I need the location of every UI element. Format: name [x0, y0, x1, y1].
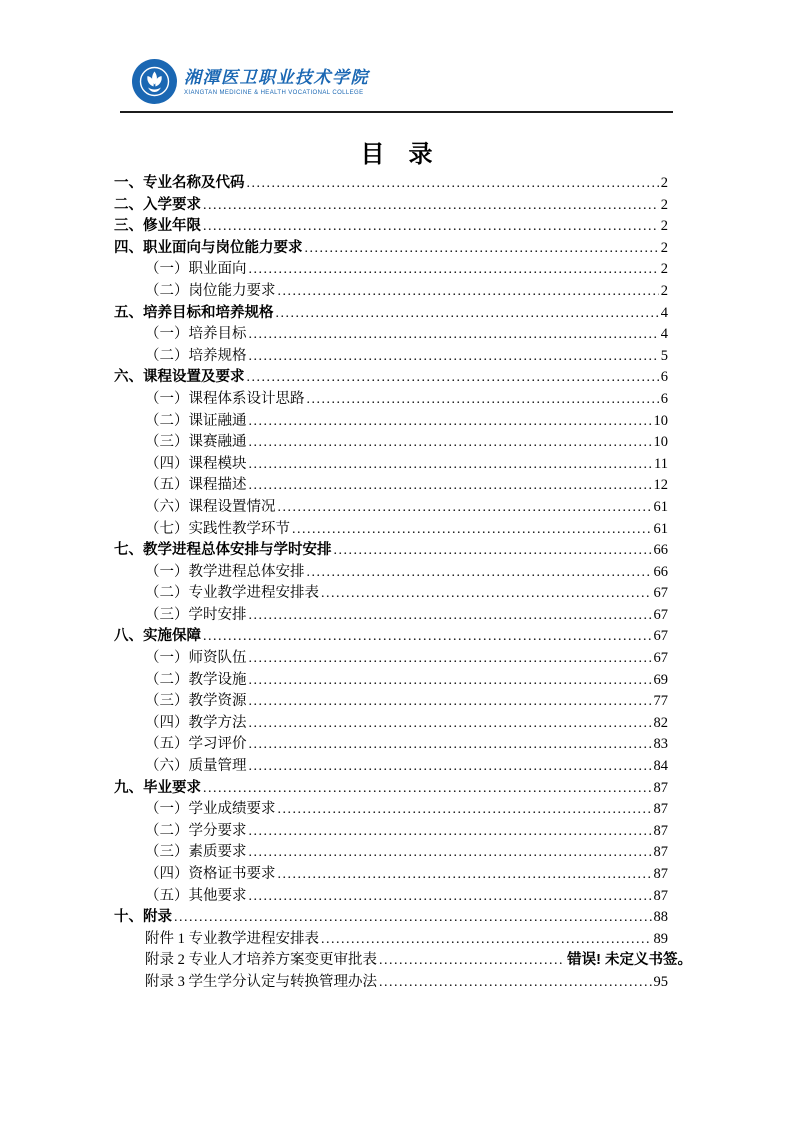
toc-entry[interactable] [114, 799, 668, 821]
toc-entry[interactable] [114, 670, 668, 692]
toc-entry-label: （四）课程模块 [145, 455, 247, 472]
toc-entry-page: 6 [660, 390, 668, 407]
toc-entry[interactable] [114, 432, 668, 454]
toc-entry[interactable] [114, 972, 668, 994]
toc-entry[interactable] [114, 864, 668, 886]
toc-entry-label: （二）学分要求 [145, 822, 247, 839]
toc-leader-dots [292, 519, 652, 541]
toc-leader-dots [249, 756, 652, 778]
toc-leader-dots [249, 605, 652, 627]
toc-entry-page: 2 [660, 196, 668, 213]
toc-entry-page: 82 [653, 714, 668, 731]
toc-entry[interactable] [114, 497, 668, 519]
toc-entry-label: （三）课赛融通 [145, 434, 247, 451]
toc-entry-page: 2 [660, 261, 668, 278]
toc-entry[interactable] [114, 626, 668, 648]
toc-entry-label: 八、实施保障 [114, 628, 201, 645]
toc-entry-page: 2 [660, 239, 668, 256]
toc-entry-label: （四）资格证书要求 [145, 866, 276, 882]
toc-entry-page: 66 [653, 563, 668, 580]
college-name-en: XIANGTAN MEDICINE & HEALTH VOCATIONAL COLLEGE [184, 89, 364, 96]
toc-entry-page: 11 [654, 455, 668, 472]
toc-entry[interactable] [114, 519, 668, 541]
toc-entry-page: 67 [653, 606, 668, 623]
toc-entry-label: 附件 1 专业教学进程安排表 [145, 930, 319, 947]
toc-leader-dots [321, 929, 652, 951]
toc-entry-page: 83 [653, 736, 668, 753]
toc-entry-page: 4 [660, 326, 668, 343]
toc-entry-page: 2 [660, 175, 668, 191]
toc-entry-page: 87 [653, 822, 668, 839]
toc-entry[interactable] [114, 216, 668, 238]
toc-leader-dots [249, 432, 652, 454]
toc-leader-dots [278, 497, 652, 519]
toc-entry-label: 四、职业面向与岗位能力要求 [114, 239, 303, 256]
toc-leader-dots [247, 173, 659, 195]
toc-entry-page: 87 [653, 779, 668, 796]
toc-leader-dots [249, 821, 652, 843]
header-divider [120, 111, 673, 113]
college-emblem-icon [132, 59, 177, 104]
toc-entry-label: 一、专业名称及代码 [114, 175, 245, 191]
toc-entry-label: 十、附录 [114, 909, 172, 926]
toc-leader-dots [278, 799, 652, 821]
toc-entry-page: 2 [660, 218, 668, 235]
toc-entry[interactable] [114, 475, 668, 497]
toc-entry-page: 87 [653, 801, 668, 818]
toc-entry[interactable] [114, 238, 668, 260]
toc-entry-label: 九、毕业要求 [114, 779, 201, 796]
toc-entry[interactable] [114, 734, 668, 756]
toc-leader-dots [249, 454, 653, 476]
toc-leader-dots [307, 389, 659, 411]
toc-leader-dots [249, 670, 652, 692]
toc-entry-page: 95 [653, 973, 668, 990]
toc-entry-label: （五）学习评价 [145, 736, 247, 753]
toc-leader-dots [249, 886, 652, 908]
toc-entry-label: （二）教学设施 [145, 671, 247, 688]
toc-entry[interactable] [114, 756, 668, 778]
toc-leader-dots [334, 540, 652, 562]
toc-entry[interactable] [114, 950, 692, 972]
toc-entry-page: 66 [653, 542, 668, 559]
toc-entry-label: （六）课程设置情况 [145, 498, 276, 515]
toc-entry-page: 67 [653, 585, 668, 602]
toc-leader-dots [321, 583, 652, 605]
toc-entry-label: （二）专业教学进程安排表 [145, 585, 319, 602]
toc-entry[interactable] [114, 346, 668, 368]
toc-leader-dots [249, 648, 652, 670]
toc-entry[interactable] [114, 389, 668, 411]
toc-entry-page: 10 [653, 412, 668, 429]
toc-entry-page: 61 [653, 520, 668, 537]
toc-entry-page: 4 [660, 304, 668, 321]
toc-entry[interactable] [114, 411, 668, 433]
toc-entry-label: （一）学业成绩要求 [145, 801, 276, 818]
toc-leader-dots [249, 346, 659, 368]
toc-entry[interactable] [114, 886, 668, 908]
toc-entry-page: 84 [653, 758, 668, 775]
toc-entry[interactable] [114, 195, 668, 217]
toc-leader-dots [249, 734, 652, 756]
toc-leader-dots [174, 907, 652, 929]
toc-entry[interactable] [114, 562, 668, 584]
toc-entry-label: （二）课证融通 [145, 412, 247, 429]
toc-leader-dots [249, 475, 652, 497]
toc-entry-page: 87 [653, 844, 668, 861]
toc-entry-label: （五）其他要求 [145, 887, 247, 904]
toc-entry-label: （一）师资队伍 [145, 650, 247, 667]
toc-leader-dots [203, 626, 652, 648]
toc-entry-label: 附录 2 专业人才培养方案变更审批表 [145, 952, 377, 969]
toc-entry-label: 五、培养目标和培养规格 [114, 304, 274, 321]
toc-leader-dots [305, 238, 659, 260]
toc-leader-dots [278, 281, 659, 303]
toc-entry-page: 2 [660, 282, 668, 299]
toc-leader-dots [247, 367, 659, 389]
toc-entry-label: （四）教学方法 [145, 714, 247, 731]
toc-entry[interactable] [114, 303, 668, 325]
toc-leader-dots [379, 950, 565, 972]
toc-entry-label: 七、教学进程总体安排与学时安排 [114, 542, 332, 559]
college-header [132, 59, 369, 104]
college-logotype [184, 68, 369, 96]
toc-leader-dots [276, 303, 659, 325]
toc-leader-dots [203, 216, 659, 238]
toc-leader-dots [278, 864, 652, 886]
toc-entry[interactable] [114, 842, 668, 864]
toc-entry[interactable] [114, 778, 668, 800]
toc-entry[interactable] [114, 907, 668, 929]
toc-entry-label: 三、修业年限 [114, 218, 201, 235]
toc-entry[interactable] [114, 583, 668, 605]
toc-leader-dots [379, 972, 652, 994]
toc-entry-page: 69 [653, 671, 668, 688]
toc-entry-page: 6 [660, 369, 668, 386]
toc-entry[interactable] [114, 929, 668, 951]
toc-entry[interactable] [114, 713, 668, 735]
toc-leader-dots [249, 713, 652, 735]
toc-leader-dots [249, 691, 652, 713]
toc-entry[interactable] [114, 691, 668, 713]
toc-entry-label: 二、入学要求 [114, 196, 201, 213]
toc-entry[interactable] [114, 454, 668, 476]
toc-entry[interactable] [114, 259, 668, 281]
toc-entry-label: （二）岗位能力要求 [145, 282, 276, 299]
toc-entry[interactable] [114, 605, 668, 627]
toc-entry-page: 88 [653, 909, 668, 926]
toc-leader-dots [307, 562, 652, 584]
toc-entry-page: 10 [653, 434, 668, 451]
toc-entry[interactable] [114, 367, 668, 389]
toc-entry-page: 12 [653, 477, 668, 494]
toc-leader-dots [203, 195, 659, 217]
toc-entry-page: 77 [653, 693, 668, 710]
toc-entry-page: 67 [653, 650, 668, 667]
toc-entry-page: 87 [653, 866, 668, 882]
page-title: 目 录 [360, 141, 433, 168]
toc-entry-label: （三）教学资源 [145, 693, 247, 710]
toc-leader-dots [203, 778, 652, 800]
toc-entry-label: （三）素质要求 [145, 844, 247, 861]
toc-entry-page: 5 [660, 347, 668, 364]
toc-leader-dots [249, 324, 659, 346]
toc-entry-label: （一）课程体系设计思路 [145, 390, 305, 407]
toc-entry[interactable] [114, 324, 668, 346]
toc-entry-label: （一）培养目标 [145, 326, 247, 343]
toc-entry[interactable] [114, 173, 668, 195]
toc-entry[interactable] [114, 648, 668, 670]
toc-entry-page: 87 [653, 887, 668, 904]
toc-entry-label: （二）培养规格 [145, 347, 247, 364]
toc-entry-page: 61 [653, 498, 668, 515]
toc-entry-label: （一）职业面向 [145, 261, 247, 278]
toc-entry-label: 附录 3 学生学分认定与转换管理办法 [145, 973, 377, 990]
toc-leader-dots [249, 411, 652, 433]
toc-entry-label: （三）学时安排 [145, 606, 247, 623]
table-of-contents [114, 173, 692, 994]
toc-entry-label: （一）教学进程总体安排 [145, 563, 305, 580]
toc-leader-dots [249, 842, 652, 864]
toc-entry-label: （五）课程描述 [145, 477, 247, 494]
toc-entry-label: （七）实践性教学环节 [145, 520, 290, 537]
toc-entry[interactable] [114, 821, 668, 843]
college-name-zh: 湘潭医卫职业技术学院 [184, 67, 369, 88]
toc-entry-label: （六）质量管理 [145, 758, 247, 775]
toc-entry-page: 67 [653, 628, 668, 645]
toc-entry-page: 错误! 未定义书签。 [567, 952, 692, 969]
toc-leader-dots [249, 259, 659, 281]
toc-entry[interactable] [114, 540, 668, 562]
toc-entry-page: 89 [653, 930, 668, 947]
toc-entry[interactable] [114, 281, 668, 303]
toc-entry-label: 六、课程设置及要求 [114, 369, 245, 386]
